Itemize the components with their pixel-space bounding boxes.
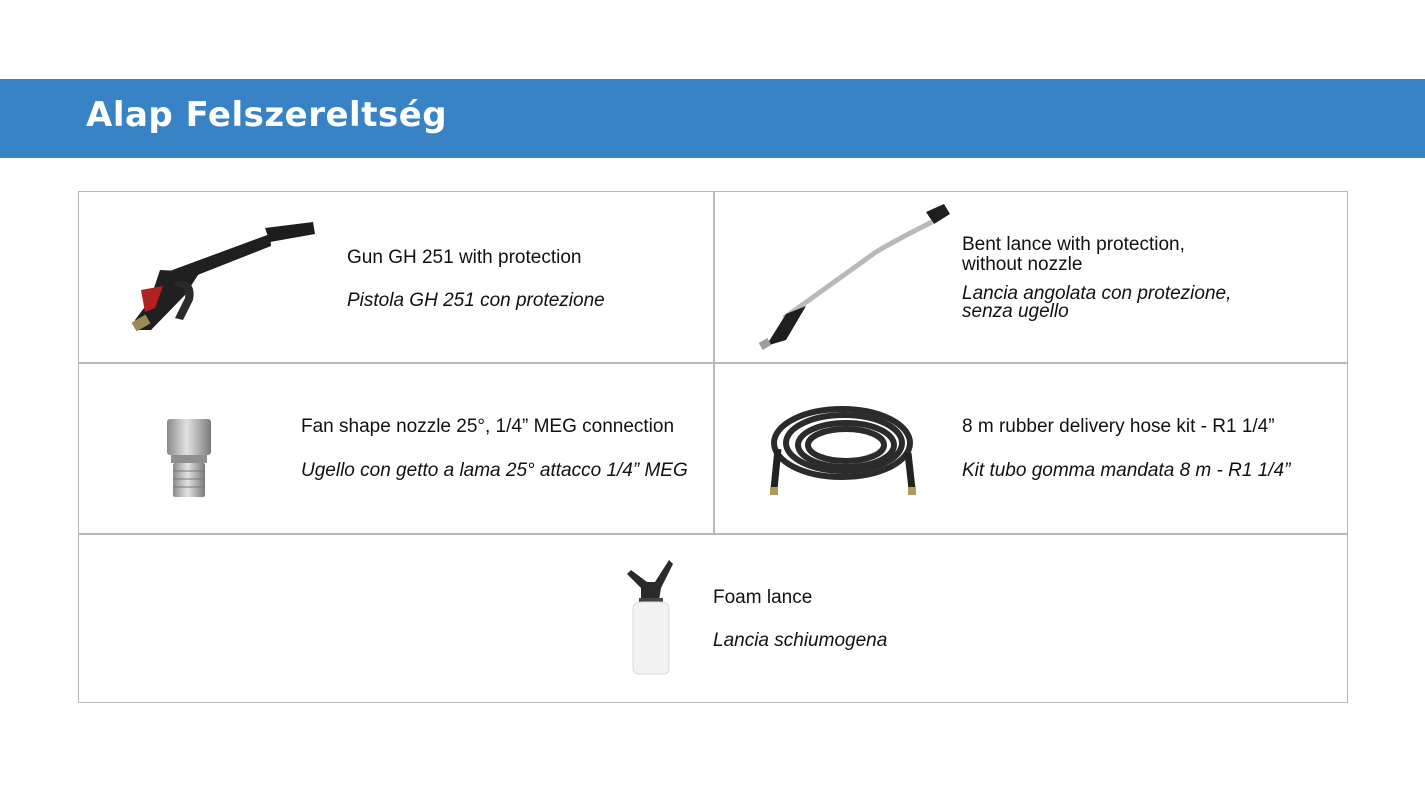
item-gun <box>79 192 713 362</box>
item-label-en: Fan shape nozzle 25°, 1/4” MEG connection <box>301 416 675 437</box>
foam-lance-icon <box>625 558 677 676</box>
item-bent-lance <box>714 192 1348 362</box>
nozzle-icon <box>161 417 217 499</box>
item-label-en: Bent lance with protection, <box>962 234 1185 255</box>
page-title: Alap Felszereltség <box>86 95 448 135</box>
header-banner <box>0 79 1425 158</box>
item-hose <box>714 363 1348 533</box>
item-label-en: Foam lance <box>713 587 813 608</box>
item-label-en: 8 m rubber delivery hose kit - R1 1/4” <box>962 416 1275 437</box>
spray-gun-icon <box>105 220 317 335</box>
hose-icon <box>766 399 926 499</box>
item-foam-lance <box>79 534 1347 702</box>
item-label-en: Gun GH 251 with protection <box>347 247 582 268</box>
item-label-it: Pistola GH 251 con protezione <box>347 290 605 311</box>
equipment-table <box>78 191 1348 703</box>
item-label-en: without nozzle <box>962 254 1083 275</box>
item-nozzle <box>79 363 713 533</box>
bent-lance-icon <box>736 200 956 355</box>
item-label-it: senza ugello <box>962 301 1069 322</box>
item-label-it: Ugello con getto a lama 25° attacco 1/4” MEG <box>301 460 688 481</box>
item-label-it: Lancia schiumogena <box>713 630 888 651</box>
item-label-it: Lancia angolata con protezione, <box>962 283 1232 304</box>
item-label-it: Kit tubo gomma mandata 8 m - R1 1/4” <box>962 460 1291 481</box>
